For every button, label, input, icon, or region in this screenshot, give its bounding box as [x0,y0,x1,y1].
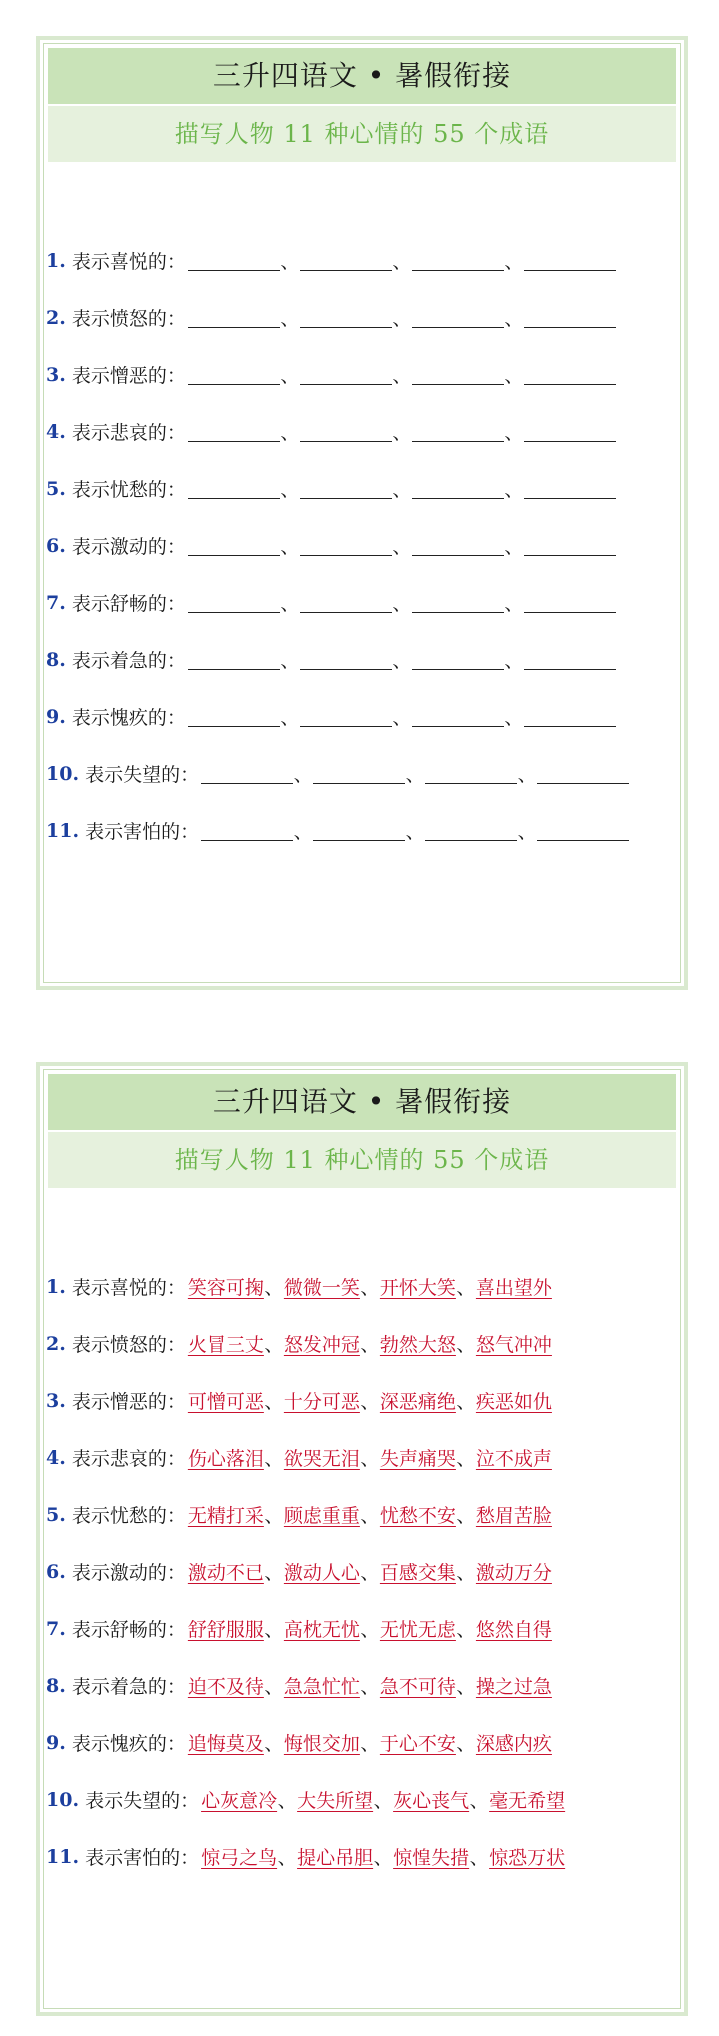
answer-blank[interactable] [188,592,280,613]
answer-blank[interactable] [412,478,504,499]
blank-row [46,688,678,745]
idiom-answer: 追悔莫及 [187,1733,264,1755]
answer-row [46,1315,678,1372]
worksheet-title: 三升四语文 • 暑假衔接 [48,48,676,104]
item-number: 6. [46,1560,66,1583]
idiom-answer: 笑容可掬 [187,1277,264,1299]
separator: 、 [504,650,524,672]
separator: 、 [456,1676,476,1698]
item-number: 5. [46,1503,66,1526]
separator: 、 [277,1790,297,1812]
item-number: 3. [46,363,66,386]
separator: 、 [456,1505,476,1527]
separator: 、 [264,1391,284,1413]
separator: 、 [456,1448,476,1470]
item-label: 表示着急的： [71,650,186,672]
item-number: 10. [46,1788,80,1811]
idiom-answer: 于心不安 [379,1733,456,1755]
blank-row [46,802,678,859]
separator: 、 [392,593,412,615]
idiom-answer: 惊惶失措 [393,1847,470,1869]
item-label: 表示忧愁的： [71,479,186,501]
idiom-answer: 忧愁不安 [379,1505,456,1527]
separator: 、 [360,1733,380,1755]
idiom-answer: 毫无希望 [489,1790,566,1812]
idiom-answer: 操之过急 [475,1676,552,1698]
answer-blank[interactable] [412,592,504,613]
answer-blank[interactable] [425,763,517,784]
idiom-answer: 百感交集 [379,1562,456,1584]
answer-blank[interactable] [313,763,405,784]
separator: 、 [392,251,412,273]
separator: 、 [280,479,300,501]
answer-blank[interactable] [537,763,629,784]
blank-row [46,346,678,403]
separator: 、 [392,308,412,330]
item-label: 表示害怕的： [85,1847,200,1869]
idiom-answer: 激动万分 [475,1562,552,1584]
answer-blank[interactable] [313,820,405,841]
blank-row [46,745,678,802]
separator: 、 [504,536,524,558]
idiom-answer: 提心吊胆 [297,1847,374,1869]
idiom-answer: 无忧无虑 [379,1619,456,1641]
item-number: 11. [46,1845,80,1868]
idiom-answer: 深感内疚 [475,1733,552,1755]
answer-blank[interactable] [412,307,504,328]
answer-title: 三升四语文 • 暑假衔接 [48,1074,676,1130]
idiom-answer: 疾恶如仇 [475,1391,552,1413]
separator: 、 [280,365,300,387]
blank-rows [46,232,678,859]
item-label: 表示愤怒的： [71,308,186,330]
item-label: 表示失望的： [85,764,200,786]
answer-blank[interactable] [188,706,280,727]
separator: 、 [504,593,524,615]
idiom-answer: 灰心丧气 [393,1790,470,1812]
answer-row [46,1486,678,1543]
answer-blank[interactable] [188,478,280,499]
separator: 、 [504,707,524,729]
answer-blank[interactable] [524,535,616,556]
idiom-answer: 急急忙忙 [283,1676,360,1698]
answer-row [46,1543,678,1600]
separator: 、 [264,1733,284,1755]
separator: 、 [504,365,524,387]
idiom-answer: 伤心落泪 [187,1448,264,1470]
separator: 、 [405,821,425,843]
answer-blank[interactable] [425,820,517,841]
idiom-answer: 惊弓之鸟 [201,1847,278,1869]
separator: 、 [264,1676,284,1698]
answer-row [46,1657,678,1714]
idiom-answer: 怒气冲冲 [475,1334,552,1356]
separator: 、 [264,1277,284,1299]
answer-blank[interactable] [524,706,616,727]
item-label: 表示愧疚的： [71,1733,186,1755]
answer-blank[interactable] [524,307,616,328]
item-number: 8. [46,648,66,671]
answer-blank[interactable] [201,763,293,784]
separator: 、 [405,764,425,786]
item-number: 8. [46,1674,66,1697]
answer-blank[interactable] [188,649,280,670]
item-label: 表示悲哀的： [71,1448,186,1470]
separator: 、 [360,1334,380,1356]
idiom-answer: 无精打采 [187,1505,264,1527]
separator: 、 [360,1448,380,1470]
separator: 、 [373,1847,393,1869]
item-label: 表示喜悦的： [71,251,186,273]
idiom-answer: 怒发冲冠 [283,1334,360,1356]
separator: 、 [280,251,300,273]
idiom-answer: 失声痛哭 [379,1448,456,1470]
separator: 、 [456,1391,476,1413]
separator: 、 [469,1847,489,1869]
blank-row [46,460,678,517]
separator: 、 [373,1790,393,1812]
separator: 、 [280,707,300,729]
blank-row [46,403,678,460]
answer-blank[interactable] [412,706,504,727]
idiom-answer: 微微一笑 [283,1277,360,1299]
answer-blank[interactable] [188,421,280,442]
answer-blank[interactable] [188,535,280,556]
idiom-answer: 愁眉苦脸 [475,1505,552,1527]
answer-blank[interactable] [300,649,392,670]
separator: 、 [280,650,300,672]
item-label: 表示舒畅的： [71,1619,186,1641]
idiom-answer: 悠然自得 [475,1619,552,1641]
blank-row [46,232,678,289]
idiom-answer: 深恶痛绝 [379,1391,456,1413]
separator: 、 [264,1619,284,1641]
answer-subtitle: 描写人物 11 种心情的 55 个成语 [48,1132,676,1188]
idiom-answer: 迫不及待 [187,1676,264,1698]
idiom-answer: 惊恐万状 [489,1847,566,1869]
blank-row [46,517,678,574]
item-label: 表示喜悦的： [71,1277,186,1299]
answer-blank[interactable] [201,820,293,841]
separator: 、 [280,536,300,558]
idiom-answer: 大失所望 [297,1790,374,1812]
item-label: 表示激动的： [71,1562,186,1584]
idiom-answer: 泣不成声 [475,1448,552,1470]
separator: 、 [264,1562,284,1584]
answer-blank[interactable] [537,820,629,841]
separator: 、 [392,479,412,501]
item-label: 表示着急的： [71,1676,186,1698]
answer-blank[interactable] [524,649,616,670]
item-label: 表示失望的： [85,1790,200,1812]
idiom-answer: 舒舒服服 [187,1619,264,1641]
separator: 、 [264,1505,284,1527]
idiom-answer: 开怀大笑 [379,1277,456,1299]
idiom-answer: 高枕无忧 [283,1619,360,1641]
idiom-answer: 激动人心 [283,1562,360,1584]
item-number: 6. [46,534,66,557]
separator: 、 [280,308,300,330]
answer-blank[interactable] [412,535,504,556]
answer-row [46,1600,678,1657]
answer-blank[interactable] [412,250,504,271]
item-number: 4. [46,1446,66,1469]
idiom-answer: 可憎可恶 [187,1391,264,1413]
item-number: 2. [46,306,66,329]
separator: 、 [293,821,313,843]
separator: 、 [392,707,412,729]
separator: 、 [293,764,313,786]
answer-blank[interactable] [300,706,392,727]
separator: 、 [360,1505,380,1527]
separator: 、 [456,1277,476,1299]
separator: 、 [504,308,524,330]
item-label: 表示愤怒的： [71,1334,186,1356]
separator: 、 [360,1277,380,1299]
answer-row [46,1372,678,1429]
item-label: 表示激动的： [71,536,186,558]
answer-blank[interactable] [300,421,392,442]
separator: 、 [456,1562,476,1584]
item-number: 9. [46,705,66,728]
answer-blank[interactable] [300,307,392,328]
item-label: 表示舒畅的： [71,593,186,615]
separator: 、 [456,1733,476,1755]
item-number: 5. [46,477,66,500]
answer-row [46,1429,678,1486]
worksheet-subtitle: 描写人物 11 种心情的 55 个成语 [48,106,676,162]
answer-blank[interactable] [188,364,280,385]
separator: 、 [277,1847,297,1869]
idiom-answer: 勃然大怒 [379,1334,456,1356]
separator: 、 [392,650,412,672]
separator: 、 [264,1448,284,1470]
answer-blank[interactable] [300,535,392,556]
separator: 、 [504,251,524,273]
idiom-answer: 欲哭无泪 [283,1448,360,1470]
item-label: 表示憎恶的： [71,365,186,387]
separator: 、 [360,1676,380,1698]
idiom-answer: 十分可恶 [283,1391,360,1413]
separator: 、 [280,593,300,615]
item-number: 2. [46,1332,66,1355]
answer-blank[interactable] [300,592,392,613]
separator: 、 [456,1334,476,1356]
item-number: 10. [46,762,80,785]
item-label: 表示害怕的： [85,821,200,843]
separator: 、 [392,422,412,444]
separator: 、 [392,536,412,558]
separator: 、 [517,764,537,786]
separator: 、 [360,1391,380,1413]
idiom-answer: 顾虑重重 [283,1505,360,1527]
idiom-answer: 心灰意冷 [201,1790,278,1812]
item-number: 7. [46,1617,66,1640]
item-label: 表示悲哀的： [71,422,186,444]
answer-blank[interactable] [524,250,616,271]
idiom-answer: 喜出望外 [475,1277,552,1299]
answer-blank[interactable] [300,364,392,385]
separator: 、 [469,1790,489,1812]
item-number: 7. [46,591,66,614]
blank-row [46,289,678,346]
item-number: 9. [46,1731,66,1754]
idiom-answer: 悔恨交加 [283,1733,360,1755]
answer-row [46,1828,678,1885]
separator: 、 [264,1334,284,1356]
item-label: 表示愧疚的： [71,707,186,729]
item-number: 1. [46,1275,66,1298]
answer-blank[interactable] [524,592,616,613]
item-label: 表示憎恶的： [71,1391,186,1413]
answer-blank[interactable] [524,364,616,385]
item-label: 表示忧愁的： [71,1505,186,1527]
answer-row [46,1771,678,1828]
item-number: 1. [46,249,66,272]
item-number: 11. [46,819,80,842]
idiom-answer: 激动不已 [187,1562,264,1584]
worksheet-blank [36,36,688,990]
answer-row [46,1714,678,1771]
answer-blank[interactable] [412,649,504,670]
item-number: 4. [46,420,66,443]
worksheet-answers [36,1062,688,2016]
blank-row [46,631,678,688]
answer-blank[interactable] [524,478,616,499]
answer-blank[interactable] [524,421,616,442]
answer-blank[interactable] [188,250,280,271]
answer-blank[interactable] [188,307,280,328]
separator: 、 [280,422,300,444]
answer-rows [46,1258,678,1885]
separator: 、 [456,1619,476,1641]
answer-blank[interactable] [412,421,504,442]
answer-row [46,1258,678,1315]
separator: 、 [360,1619,380,1641]
separator: 、 [392,365,412,387]
answer-blank[interactable] [300,478,392,499]
answer-blank[interactable] [412,364,504,385]
idiom-answer: 火冒三丈 [187,1334,264,1356]
separator: 、 [504,422,524,444]
item-number: 3. [46,1389,66,1412]
separator: 、 [517,821,537,843]
answer-blank[interactable] [300,250,392,271]
idiom-answer: 急不可待 [379,1676,456,1698]
blank-row [46,574,678,631]
separator: 、 [360,1562,380,1584]
separator: 、 [504,479,524,501]
